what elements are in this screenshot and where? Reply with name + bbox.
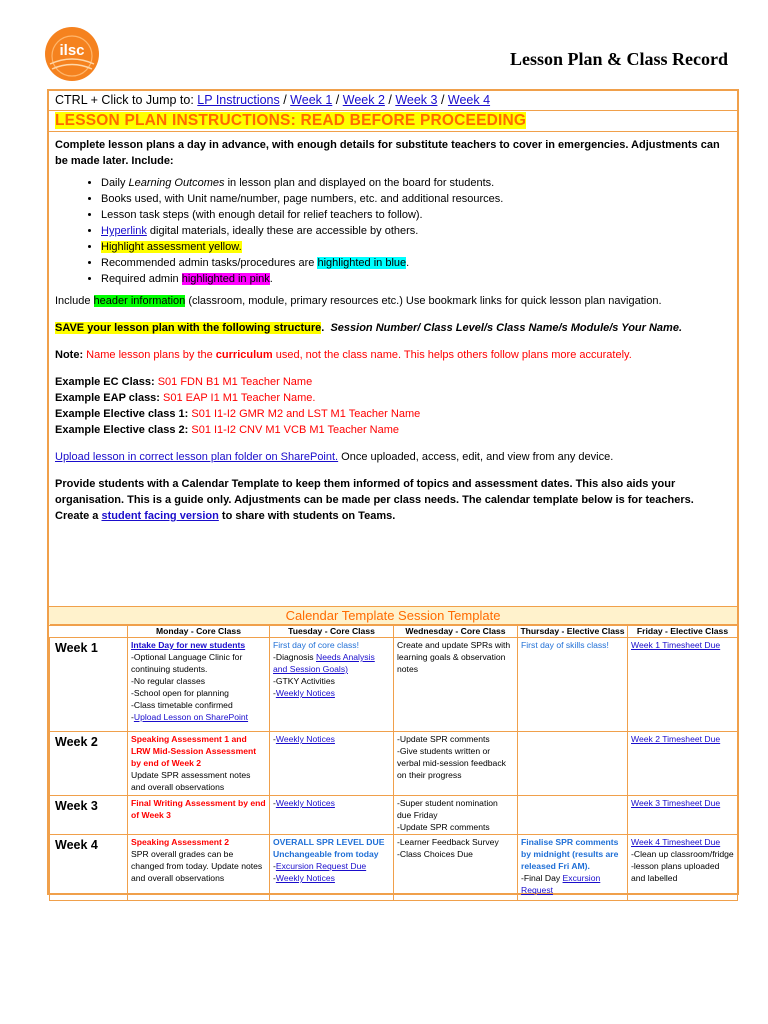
separator: / [332, 93, 343, 107]
cell-heading: Speaking Assessment 1 and LRW Mid-Session Assessment by end of Week 2 [131, 734, 257, 768]
excursion-request-link[interactable]: Excursion Request [521, 873, 601, 895]
col-header: Thursday - Elective Class [518, 625, 628, 638]
cell-text: -Optional Language Clinic for continuing students. [131, 652, 243, 674]
link-week-4[interactable]: Week 4 [447, 93, 491, 107]
cell-friday [628, 796, 738, 835]
upload-lesson-link[interactable]: Upload Lesson on SharePoint [133, 712, 249, 722]
needs-analysis-link[interactable]: Needs Analysis and Session Goals) [273, 652, 375, 674]
cell-text: -lesson plans uploaded and labelled [631, 861, 720, 883]
document-title: Lesson Plan & Class Record [509, 49, 728, 69]
list-item [101, 223, 731, 239]
cell-tuesday [270, 796, 394, 835]
example-line [55, 390, 731, 406]
list-item [101, 239, 731, 255]
cell-text: Update SPR assessment notes and overall observations [131, 770, 251, 792]
table-row [50, 732, 738, 796]
logo-text: ilsc [59, 42, 85, 59]
link-week-3[interactable]: Week 3 [395, 93, 438, 107]
cell-tuesday [270, 638, 394, 732]
timesheet-link[interactable]: Week 2 Timesheet Due [631, 734, 721, 744]
highlight-yellow: Highlight assessment yellow. [101, 241, 242, 253]
cell-wednesday: Create and update SPRs with learning goals & observation notes [394, 638, 518, 732]
cell-heading: OVERALL SPR LEVEL DUE Unchangeable from today [273, 837, 385, 859]
example-value: S01 I1-I2 CNV M1 VCB M1 Teacher Name [188, 424, 400, 436]
cell-heading: Speaking Assessment 2 [131, 837, 230, 847]
header-info-text [55, 293, 731, 309]
separator: / [437, 93, 448, 107]
example-value: S01 FDN B1 M1 Teacher Name [154, 376, 313, 388]
student-facing-link[interactable]: student facing version [101, 510, 219, 522]
week-label: Week 1 [50, 638, 128, 732]
cell-friday [628, 835, 738, 901]
col-header: Tuesday - Core Class [270, 625, 394, 638]
cell-heading: First day of core class! [273, 640, 359, 650]
example-label: Example EAP class: [55, 392, 160, 404]
note-label: Note: [55, 349, 84, 361]
link-week-2[interactable]: Week 2 [342, 93, 385, 107]
cell-text: -Learner Feedback Survey [397, 837, 499, 847]
text: Name lesson plans by the [83, 349, 216, 361]
corner-cell [50, 625, 128, 638]
text: . [269, 273, 273, 285]
text: (classroom, module, primary resources etc.) Use bookmark links for quick lesson plan navigation. [185, 295, 662, 307]
example-line [55, 406, 731, 422]
cell-text: -No regular classes [131, 676, 206, 686]
ilsc-logo-icon [44, 26, 100, 82]
cell-thursday [518, 732, 628, 796]
cell-friday [628, 732, 738, 796]
weekly-notices-link[interactable]: Weekly Notices [275, 734, 335, 744]
cell-text: -Update SPR comments [397, 734, 490, 744]
col-header: Wednesday - Core Class [394, 625, 518, 638]
table-row [50, 835, 738, 901]
text: Session Number/ Class Level/s Class Name/s Module/s Your Name. [330, 322, 682, 334]
cell-tuesday [270, 732, 394, 796]
table-row [50, 796, 738, 835]
text: Daily [101, 177, 129, 189]
weekly-notices-link[interactable]: Weekly Notices [275, 688, 335, 698]
list-item [101, 271, 731, 287]
cell-text: -Diagnosis [273, 652, 316, 662]
jump-prefix: CTRL + Click to Jump to: [55, 93, 198, 107]
cell-text: -Final Day [521, 873, 563, 883]
week-label: Week 3 [50, 796, 128, 835]
hyperlink-link[interactable]: Hyperlink [101, 225, 147, 237]
separator: / [384, 93, 396, 107]
col-header: Monday - Core Class [128, 625, 270, 638]
weekly-notices-link[interactable]: Weekly Notices [275, 798, 335, 808]
cell-friday [628, 638, 738, 732]
cell-text: - [131, 712, 134, 722]
list-item [101, 175, 731, 191]
excursion-request-link[interactable]: Excursion Request Due [275, 861, 367, 871]
cell-text: -GTKY Activities [273, 676, 335, 686]
timesheet-link[interactable]: Week 3 Timesheet Due [631, 798, 721, 808]
text: to share with students on Teams. [218, 510, 396, 522]
cell-text: -Class Choices Due [397, 849, 473, 859]
cell-text: - [273, 688, 276, 698]
cell-text: -Update SPR comments [397, 822, 490, 832]
text: digital materials, ideally these are accessible by others. [146, 225, 419, 237]
week-label: Week 4 [50, 835, 128, 901]
text: . [406, 257, 410, 269]
list-item: • Books used, with Unit name/number, page numbers, etc. and additional resources. [101, 191, 731, 207]
highlight-green: header information [93, 295, 186, 307]
example-line [55, 422, 731, 438]
link-week-1[interactable]: Week 1 [290, 93, 333, 107]
table-row [50, 638, 738, 732]
text: in lesson plan and displayed on the board for students. [224, 177, 495, 189]
instructions-title: LESSON PLAN INSTRUCTIONS: READ BEFORE PROCEEDING [55, 112, 527, 129]
upload-sharepoint-link[interactable]: Upload lesson in correct lesson plan folder on SharePoint. [55, 451, 339, 463]
cell-monday: Final Writing Assessment by end of Week 3 [128, 796, 270, 835]
text-italic: Learning Outcomes [128, 177, 225, 189]
week-label: Week 2 [50, 732, 128, 796]
cell-thursday [518, 835, 628, 901]
calendar-title: Calendar Template Session Template [49, 606, 737, 626]
save-structure-text [55, 320, 731, 336]
example-label: Example Elective class 1: [55, 408, 189, 420]
cell-heading: Finalise SPR comments by midnight (results are released Fri AM). [521, 837, 619, 871]
cell-text: -Class timetable confirmed [131, 700, 233, 710]
cell-wednesday [394, 796, 518, 835]
example-label: Example Elective class 2: [55, 424, 189, 436]
cell-monday [128, 638, 270, 732]
cell-wednesday [394, 835, 518, 901]
text-bold: curriculum [215, 349, 273, 361]
upload-text [55, 449, 731, 465]
table-header-row [50, 625, 738, 638]
calendar-table [49, 624, 738, 901]
cell-wednesday [394, 732, 518, 796]
link-lp-instructions[interactable]: LP Instructions [197, 93, 280, 107]
highlight-yellow: SAVE your lesson plan with the following structure [55, 322, 322, 334]
text: used, not the class name. This helps others follow plans more accurately. [272, 349, 632, 361]
highlight-pink: highlighted in pink [181, 273, 270, 285]
cell-monday [128, 835, 270, 901]
cell-text: -Clean up classroom/fridge [631, 849, 734, 859]
cell-thursday [518, 796, 628, 835]
text: Required admin [101, 273, 182, 285]
cell-text: SPR overall grades can be changed from today. Update notes and overall observations [131, 849, 263, 883]
list-item [101, 255, 731, 271]
cell-text: - [273, 861, 276, 871]
timesheet-link[interactable]: Week 1 Timesheet Due [631, 640, 721, 650]
timesheet-link[interactable]: Week 4 Timesheet Due [631, 837, 721, 847]
example-line [55, 374, 731, 390]
example-value: S01 EAP I1 M1 Teacher Name. [159, 392, 316, 404]
cell-text: - [273, 873, 276, 883]
instructions-body [49, 132, 737, 524]
jump-bar [49, 91, 737, 111]
intro-text: Complete lesson plans a day in advance, with enough details for substitute teachers to cover in emergencies. Adjustments can be made later. Include: [55, 139, 720, 167]
list-item: • Lesson task steps (with enough detail for relief teachers to follow). [101, 207, 731, 223]
instructions-heading [49, 111, 737, 132]
text: . [321, 322, 325, 334]
cell-text: -School open for planning [131, 688, 229, 698]
cell-text: - [273, 734, 276, 744]
text: Provide students with a Calendar Template to keep them informed of topics and assessment dates. This also aids your organisation. This is a guide only. Adjustments can be made per class needs. The calendar template below is for teachers. Create a [55, 478, 694, 522]
cell-monday [128, 732, 270, 796]
include-list [55, 175, 731, 287]
cell-text: -Give students written or verbal mid-session feedback on their progress [397, 746, 506, 780]
highlight-blue: highlighted in blue [317, 257, 407, 269]
text: Once uploaded, access, edit, and view from any device. [338, 451, 614, 463]
note-text [55, 347, 731, 363]
example-label: Example EC Class: [55, 376, 155, 388]
lesson-plan-frame [47, 89, 739, 895]
text: Recommended admin tasks/procedures are [101, 257, 318, 269]
separator: / [279, 93, 291, 107]
cell-thursday: First day of skills class! [518, 638, 628, 732]
example-value: S01 I1-I2 GMR M2 and LST M1 Teacher Name [188, 408, 421, 420]
cell-text: - [273, 798, 276, 808]
weekly-notices-link[interactable]: Weekly Notices [275, 873, 335, 883]
cell-text: -Super student nomination due Friday [397, 798, 498, 820]
col-header: Friday - Elective Class [628, 625, 738, 638]
cell-tuesday [270, 835, 394, 901]
text: Include [55, 295, 94, 307]
calendar-note-text [55, 476, 731, 524]
intake-day-link[interactable]: Intake Day for new students [131, 640, 246, 650]
